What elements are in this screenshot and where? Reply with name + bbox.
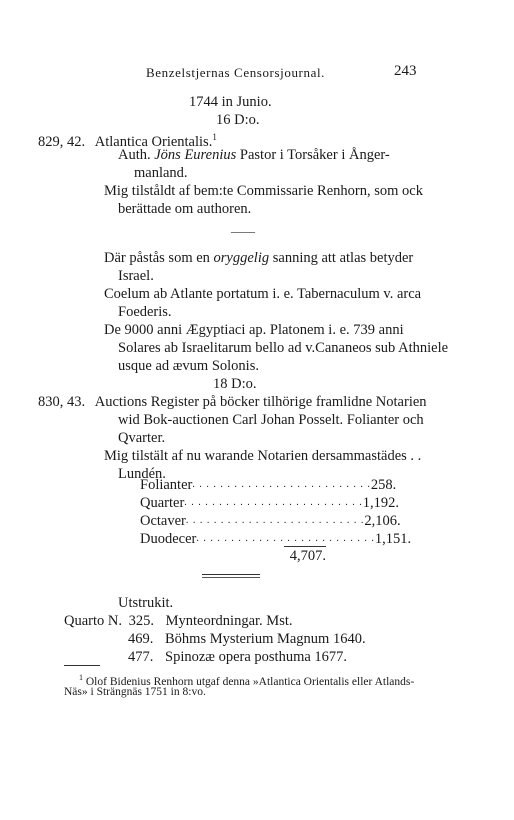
table-row: [140, 494, 400, 512]
tally-label: Folianter: [140, 477, 193, 493]
list-item: [128, 630, 366, 648]
tally-value: 2,106.: [364, 513, 401, 529]
note-line: Foederis.: [118, 304, 172, 320]
note-text: Där påstås som en: [104, 250, 210, 266]
note-line: Solares ab Israelitarum bello ad v.Cananeos sub Athniele: [118, 340, 449, 356]
note-line: Coelum ab Atlante portatum i. e. Tabernaculum v. arca: [104, 286, 422, 302]
tally-label: Quarter: [140, 495, 185, 511]
author-continuation: manland.: [134, 165, 188, 181]
list-item: [64, 612, 293, 630]
table-row: [140, 512, 401, 530]
struck-prefix: Quarto N.: [64, 613, 122, 629]
date-year: 1744 in Junio.: [189, 94, 272, 110]
entry-line: Mig tilstält af nu warande Notarien dersammastädes . .: [104, 448, 422, 464]
struck-heading: Utstrukit.: [118, 595, 174, 611]
dot-leader: . . . . . . . . . . . . . . . . . . . . . . . . . .: [192, 479, 371, 490]
entry-number-text: 830, 43.: [38, 394, 86, 410]
dot-leader: . . . . . . . . . . . . . . . . . . . . . . . . . .: [184, 497, 363, 508]
tally-total: 4,707.: [289, 548, 326, 564]
struck-title: Böhms Mysterium Magnum 1640.: [165, 631, 366, 647]
entry-line: Qvarter.: [118, 430, 166, 446]
section-divider: [202, 574, 260, 575]
date-day: 16 D:o.: [216, 112, 260, 128]
table-row: [140, 476, 397, 494]
note-line: usque ad ævum Solonis.: [118, 358, 259, 374]
date-day: 18 D:o.: [213, 376, 257, 392]
struck-number: 469.: [128, 631, 154, 647]
running-title: Benzelstjernas Censorsjournal.: [146, 65, 326, 80]
struck-number: 477.: [128, 649, 154, 665]
tally-value: 1,192.: [362, 495, 400, 511]
footnote-rule: [64, 665, 100, 666]
tally-value: 258.: [370, 477, 397, 493]
page-number: 243: [394, 63, 417, 79]
author-line: [118, 146, 390, 164]
struck-title: Mynteordningar. Mst.: [165, 613, 293, 629]
entry-line: Lundén.: [118, 466, 166, 482]
note-line: De 9000 anni Ægyptiaci ap. Platonem i. e. 739 anni: [104, 322, 404, 338]
list-item: [128, 648, 347, 666]
tally-value: 1,151.: [374, 531, 412, 547]
dot-leader: . . . . . . . . . . . . . . . . . . . . . . . . . .: [185, 515, 365, 526]
author-rest: Pastor i Torsåker i Ånger-: [239, 147, 390, 163]
entry-line: Mig tilståldt af bem:te Commissarie Renhorn, som ock: [104, 183, 423, 199]
entry-line: wid Bok-auctionen Carl Johan Posselt. Folianter och: [118, 412, 424, 428]
author-name: Jöns Eurenius: [154, 147, 237, 163]
footnote-line: Näs» i Strängnäs 1751 in 8:vo.: [64, 686, 206, 698]
author-prefix: Auth.: [118, 147, 151, 163]
entry-number: [38, 393, 427, 411]
note-emphasis: oryggelig: [213, 250, 270, 266]
footnote-mark: 1: [79, 673, 83, 682]
separator: ——: [231, 224, 255, 238]
tally-label: Duodecer: [140, 531, 197, 547]
note-line: Israel.: [118, 268, 154, 284]
note-text: sanning att atlas betyder: [272, 250, 414, 266]
tally-label: Octaver: [140, 513, 186, 529]
struck-number: 325.: [128, 613, 154, 629]
note-line: [104, 249, 413, 267]
footnote-mark: 1: [212, 132, 217, 142]
struck-title: Spinozæ opera posthuma 1677.: [165, 649, 348, 665]
entry-line: Auctions Register på böcker tilhörige framlidne Notarien: [94, 394, 427, 410]
entry-line: berättade om authoren.: [118, 201, 252, 217]
footnote-text: Olof Bidenius Renhorn utgaf denna »Atlantica Orientalis eller Atlands-: [85, 675, 415, 688]
entry-number-text: 829, 42.: [38, 133, 86, 150]
entry-title: Atlantica Orientalis.: [94, 133, 213, 150]
dot-leader: . . . . . . . . . . . . . . . . . . . . . . . . . .: [196, 533, 375, 544]
